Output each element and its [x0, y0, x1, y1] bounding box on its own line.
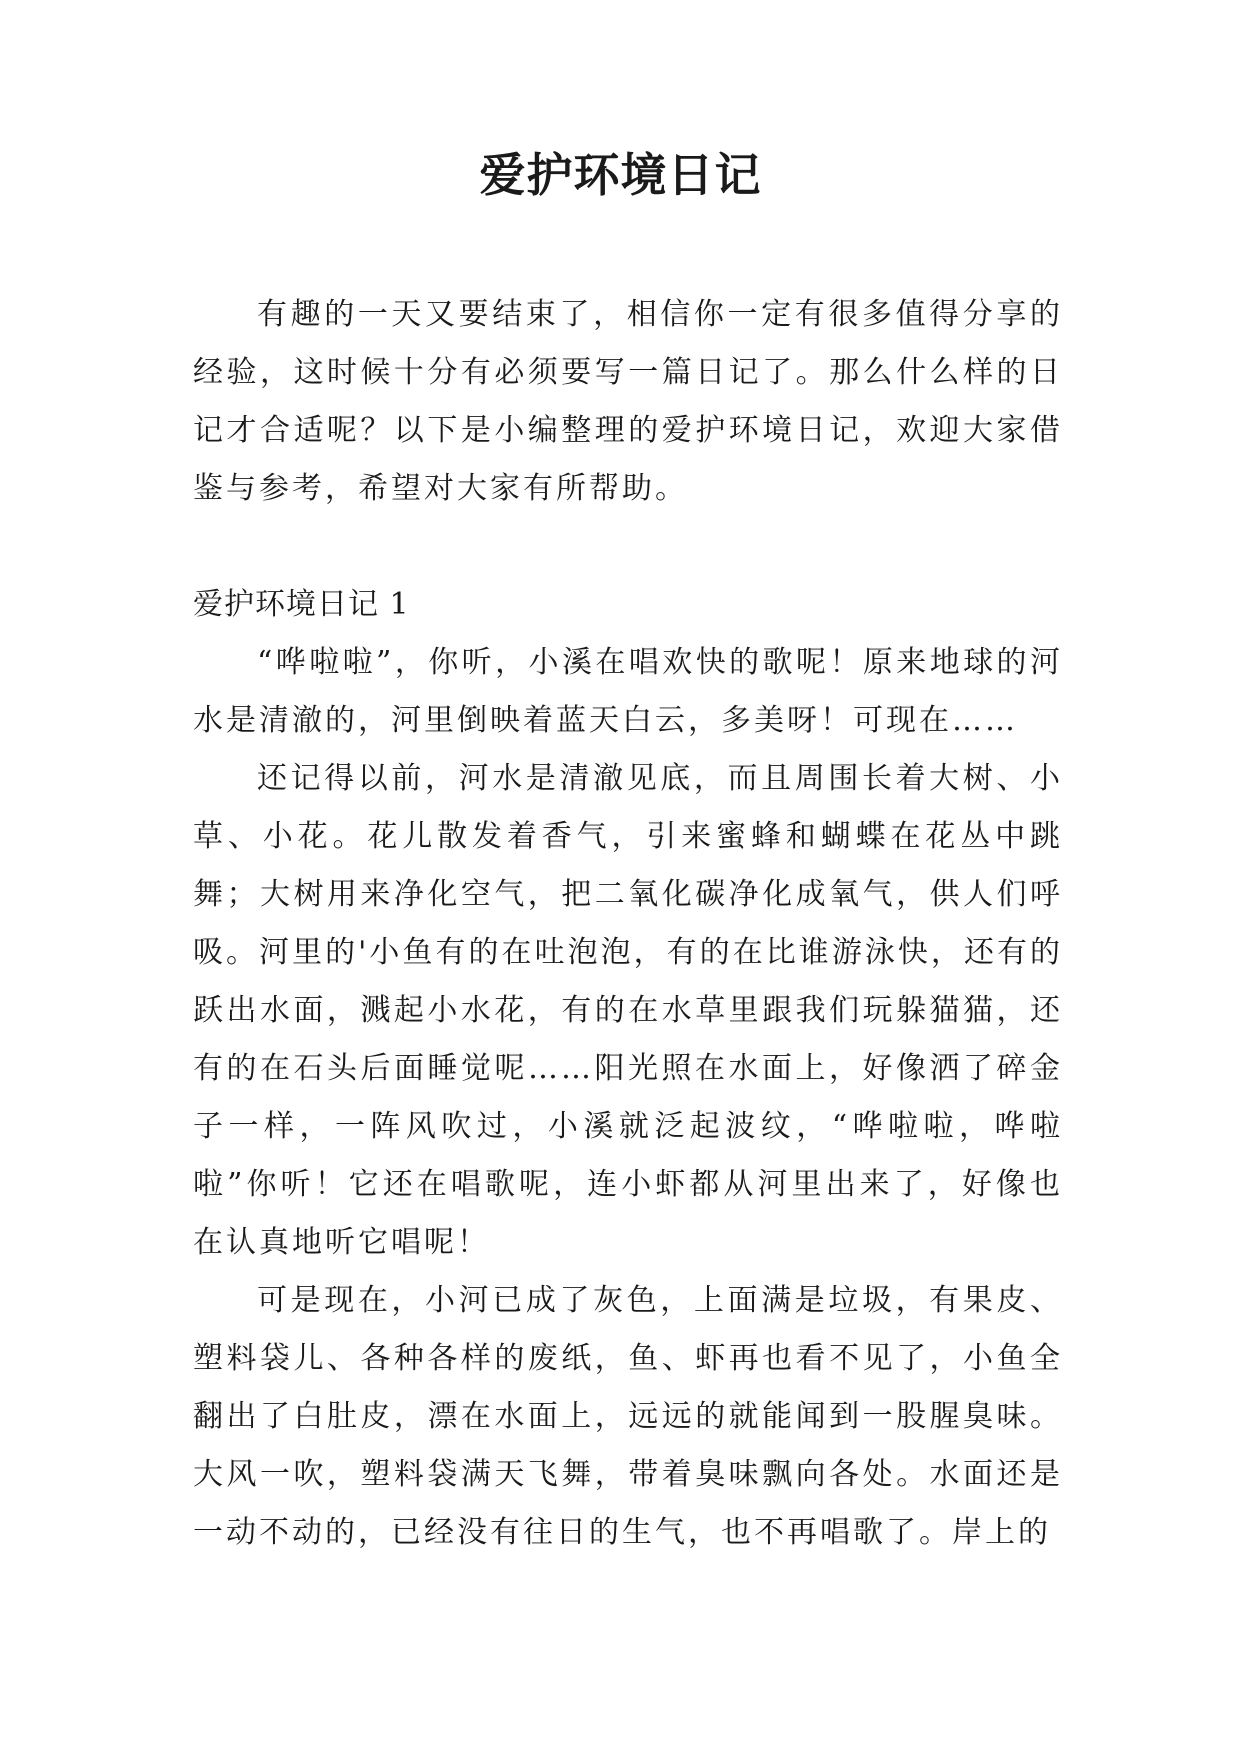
body-paragraph-2: 还记得以前，河水是清澈见底，而且周围长着大树、小草、小花。花儿散发着香气，引来蜜蜂和蝴蝶在花丛中跳舞；大树用来净化空气，把二氧化碳净化成氧气，供人们呼吸。河里的'小鱼有的在吐泡泡，有的在比谁游泳快，还有的跃出水面，溅起小水花，有的在水草里跟我们玩躲猫猫，还有的在石头后面睡觉呢……阳光照在水面上，好像洒了碎金子一样，一阵风吹过，小溪就泛起波纹，“哗啦啦，哗啦啦”你听！它还在唱歌呢，连小虾都从河里出来了，好像也在认真地听它唱呢！	[193, 761, 1063, 1260]
document-title: 爱护环境日记	[479, 148, 762, 202]
document-body	[193, 286, 1063, 1562]
body-paragraph-3: 可是现在，小河已成了灰色，上面满是垃圾，有果皮、塑料袋儿、各种各样的废纸，鱼、虾再也看不见了，小鱼全翻出了白肚皮，漂在水面上，远远的就能闻到一股腥臭味。大风一吹，塑料袋满天飞舞，带着臭味飘向各处。水面还是一动不动的，已经没有往日的生气，也不再唱歌了。岸上的	[193, 1283, 1063, 1550]
intro-paragraph: 有趣的一天又要结束了，相信你一定有很多值得分享的经验，这时候十分有必须要写一篇日记了。那么什么样的日记才合适呢？以下是小编整理的爱护环境日记，欢迎大家借鉴与参考，希望对大家有所帮助。	[193, 297, 1063, 506]
section-heading: 爱护环境日记 1	[193, 587, 410, 622]
body-paragraph-1: “哗啦啦”，你听，小溪在唱欢快的歌呢！原来地球的河水是清澈的，河里倒映着蓝天白云，多美呀！可现在……	[193, 645, 1063, 738]
